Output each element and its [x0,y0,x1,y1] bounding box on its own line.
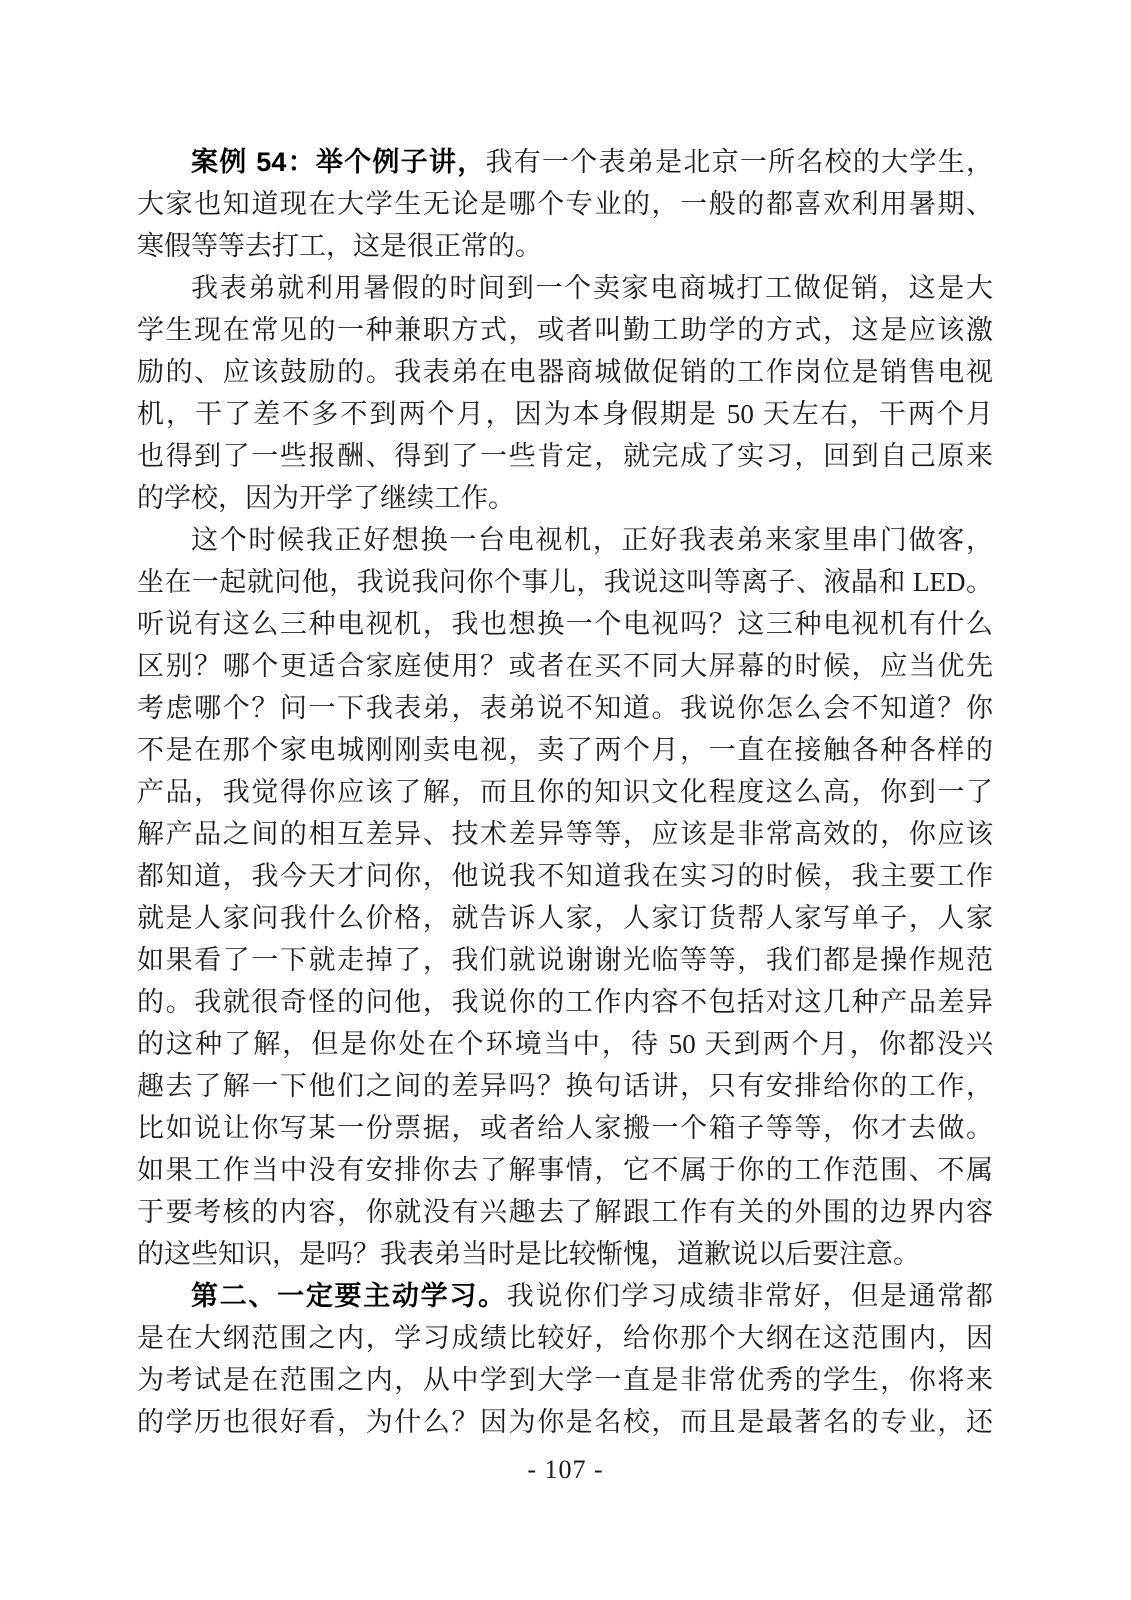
bold-lead: 案例 54：举个例子讲， [191,147,486,177]
text-line: 也得到了一些报酬、得到了一些肯定，就完成了实习，回到自己原来 [137,441,993,471]
text-line: 第二、一定要主动学习。我说你们学习成绩非常好，但是通常都 [191,1281,993,1311]
text-line: 大家也知道现在大学生无论是哪个专业的，一般的都喜欢利用暑期、 [137,189,993,219]
text-line: 这个时候我正好想换一台电视机，正好我表弟来家里串门做客， [191,525,993,555]
text-line: 的学校，因为开学了继续工作。 [137,483,515,513]
text-line: 的这些知识，是吗？我表弟当时是比较惭愧，道歉说以后要注意。 [137,1239,920,1269]
text-line: 机，干了差不多不到两个月，因为本身假期是 50 天左右，干两个月 [137,399,993,429]
text-line: 如果工作当中没有安排你去了解事情，它不属于你的工作范围、不属 [137,1155,993,1185]
text-line: 产品，我觉得你应该了解，而且你的知识文化程度这么高，你到一了 [137,777,993,807]
text-line: 如果看了一下就走掉了，我们就说谢谢光临等等，我们都是操作规范 [137,945,993,975]
text-line: 寒假等等去打工，这是很正常的。 [137,231,542,261]
text-line: 的这种了解，但是你处在个环境当中，待 50 天到两个月，你都没兴 [137,1029,993,1059]
text-line: 坐在一起就问他，我说我问你个事儿，我说这叫等离子、液晶和 LED。 [137,567,993,597]
text-line: 的学历也很好看，为什么？因为你是名校，而且是最著名的专业，还 [137,1407,993,1437]
text-line: 学生现在常见的一种兼职方式，或者叫勤工助学的方式，这是应该激 [137,315,993,345]
bold-lead: 第二、一定要主动学习。 [191,1281,507,1311]
text-line: 励的、应该鼓励的。我表弟在电器商城做促销的工作岗位是销售电视 [137,357,993,387]
text-line: 于要考核的内容，你就没有兴趣去了解跟工作有关的外围的边界内容 [137,1197,993,1227]
text-line: 比如说让你写某一份票据，或者给人家搬一个箱子等等，你才去做。 [137,1113,993,1143]
text-block [137,141,993,1443]
text-line: 解产品之间的相互差异、技术差异等等，应该是非常高效的，你应该 [137,819,993,849]
text-line: 不是在那个家电城刚刚卖电视，卖了两个月，一直在接触各种各样的 [137,735,993,765]
text-line: 趣去了解一下他们之间的差异吗？换句话讲，只有安排给你的工作， [137,1071,993,1101]
page-number: - 107 - [527,1455,604,1484]
text-line: 都知道，我今天才问你，他说我不知道我在实习的时候，我主要工作 [137,861,993,891]
text-line: 我表弟就利用暑假的时间到一个卖家电商城打工做促销，这是大 [191,273,993,303]
text-line: 就是人家问我什么价格，就告诉人家，人家订货帮人家写单子，人家 [137,903,993,933]
text-line: 案例 54：举个例子讲，我有一个表弟是北京一所名校的大学生， [191,147,993,177]
text-line: 考虑哪个？问一下我表弟，表弟说不知道。我说你怎么会不知道？你 [137,693,993,723]
text-line: 区别？哪个更适合家庭使用？或者在买不同大屏幕的时候，应当优先 [137,651,993,681]
text-line: 是在大纲范围之内，学习成绩比较好，给你那个大纲在这范围内，因 [137,1323,993,1353]
text-line: 的。我就很奇怪的问他，我说你的工作内容不包括对这几种产品差异 [137,987,993,1017]
text-line: 为考试是在范围之内，从中学到大学一直是非常优秀的学生，你将来 [137,1365,993,1395]
text-line: 听说有这么三种电视机，我也想换一个电视吗？这三种电视机有什么 [137,609,993,639]
